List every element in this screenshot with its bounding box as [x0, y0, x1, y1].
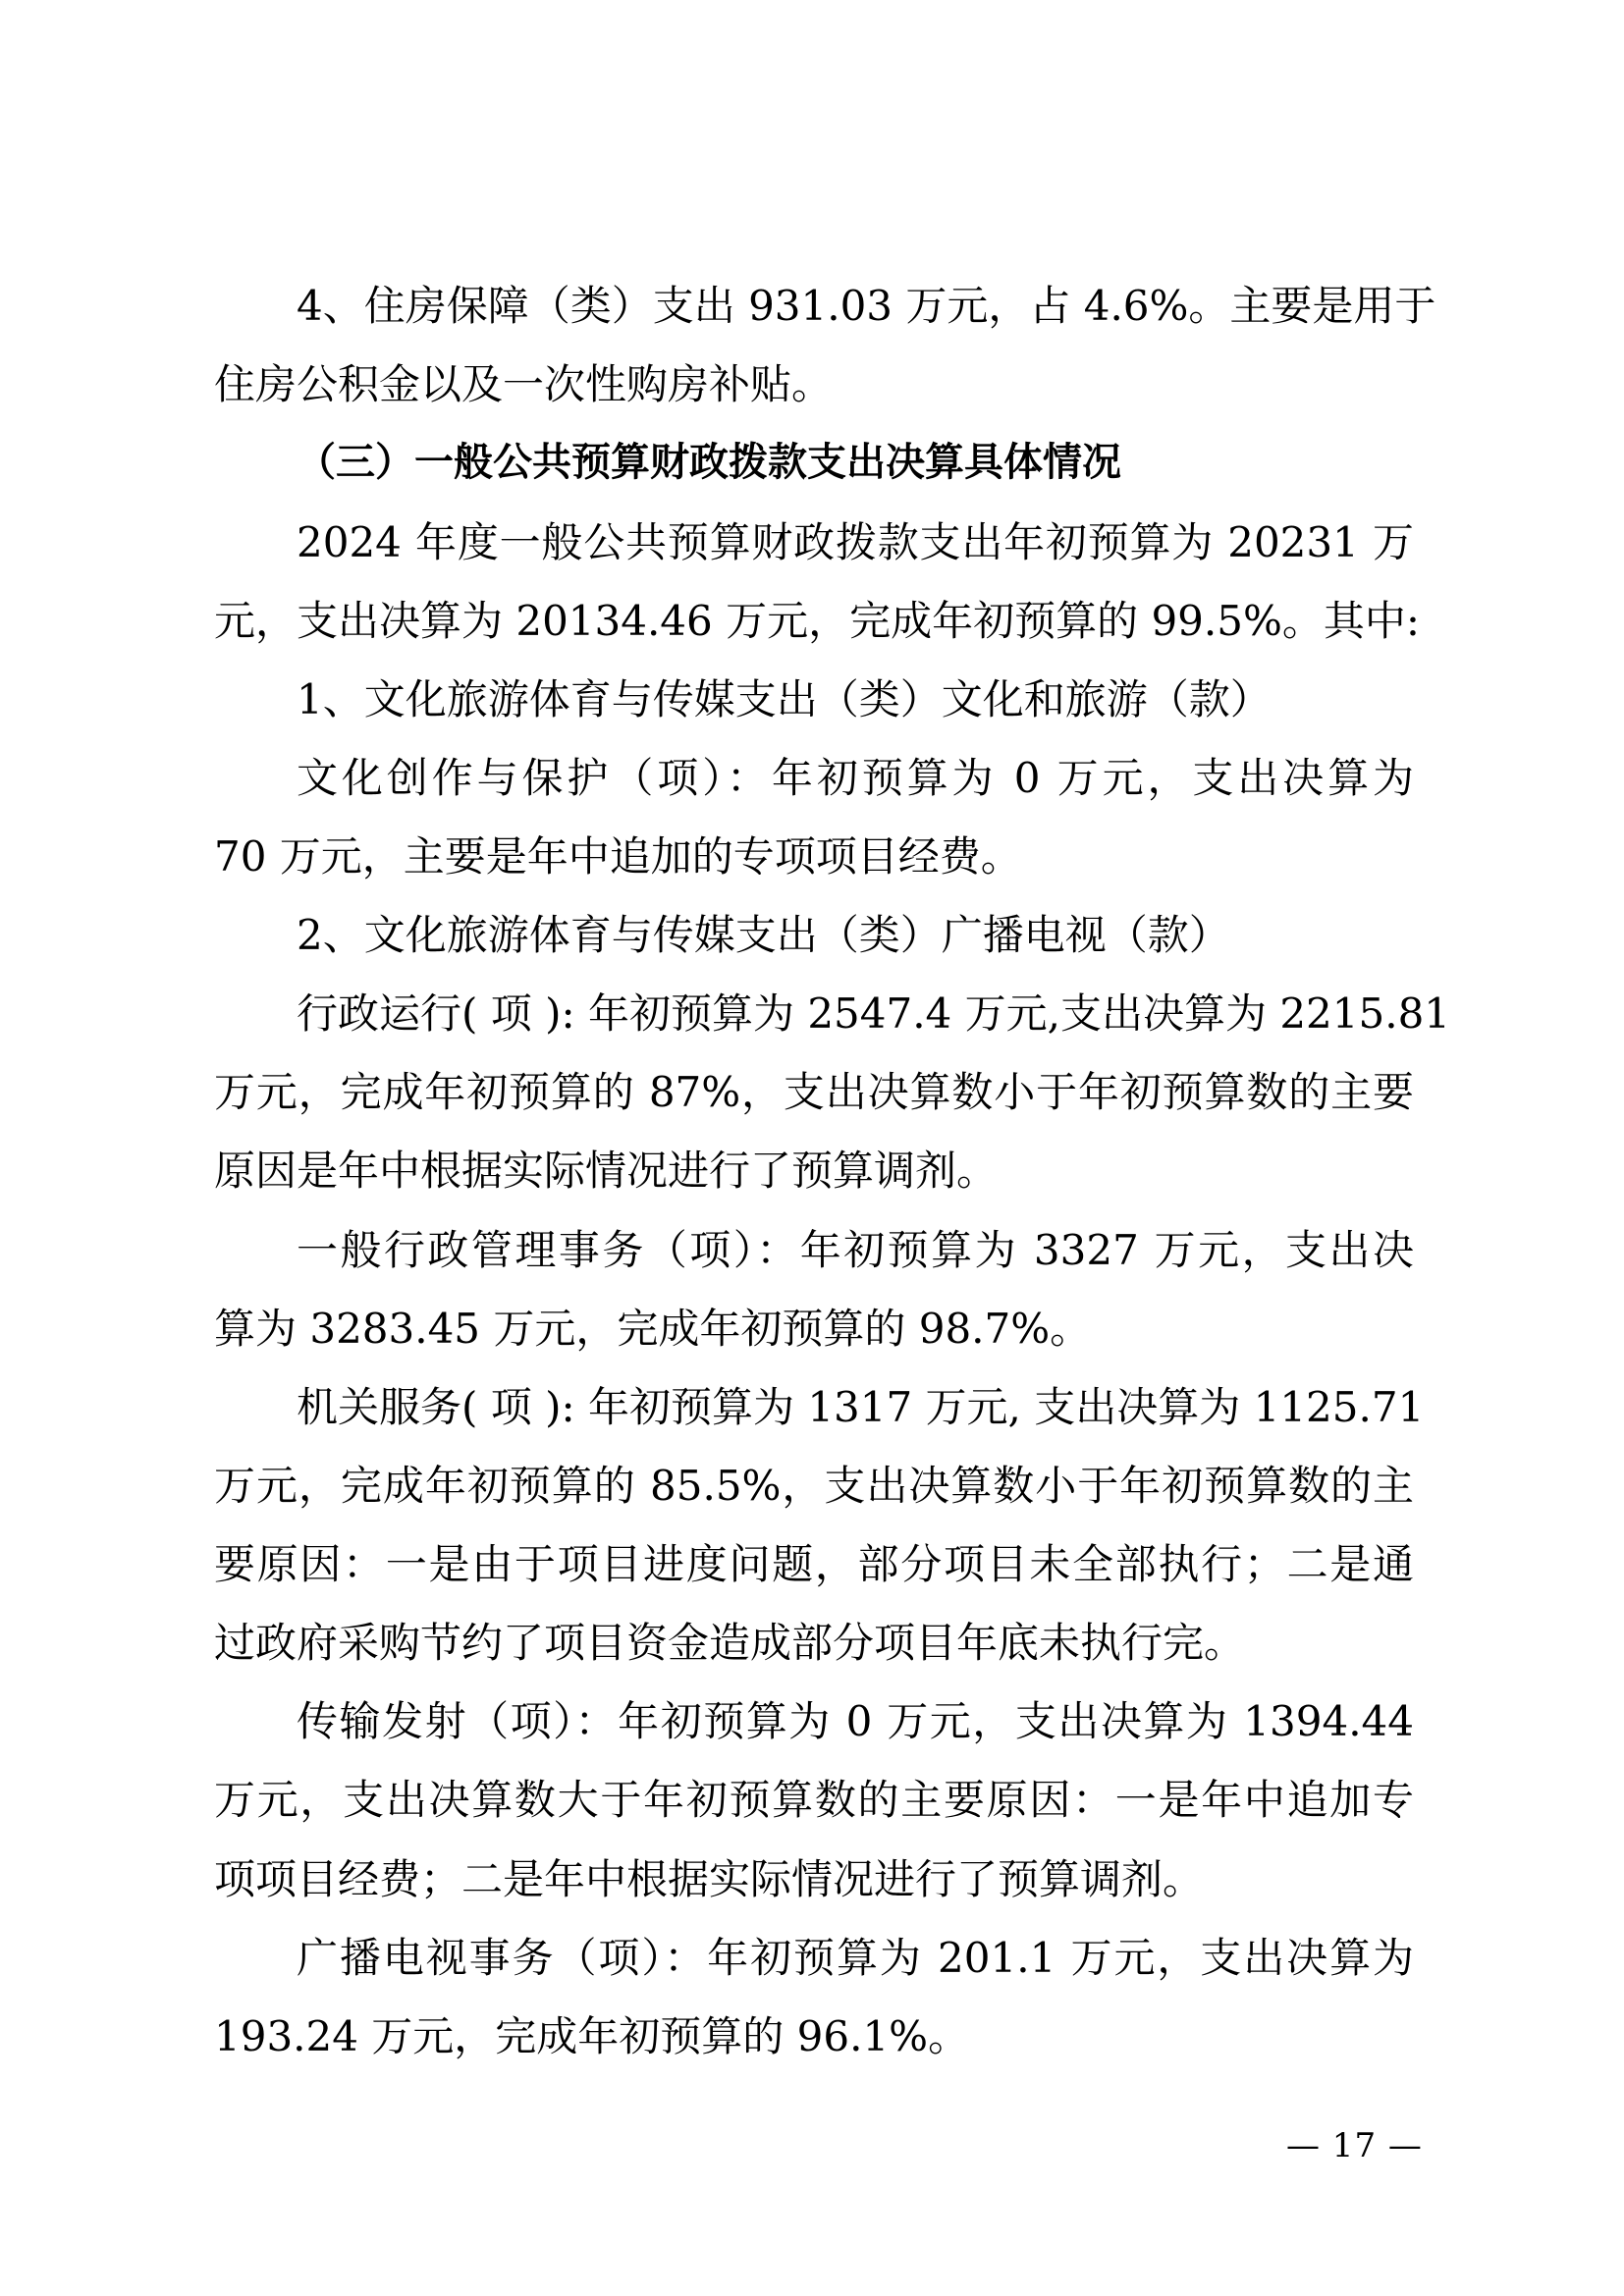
- paragraph-admin-operation-line-2: 万元，完成年初预算的 87%，支出决算数小于年初预算数的主要: [214, 1068, 1414, 1116]
- page-number: — 17 —: [1286, 2126, 1423, 2165]
- section-heading: （三）一般公共预算财政拨款支出决算具体情况: [297, 440, 1121, 485]
- paragraph-housing-line-2: 住房公积金以及一次性购房补贴。: [214, 360, 834, 408]
- paragraph-agency-services-line-4: 过政府采购节约了项目资金造成部分项目年底未执行完。: [214, 1619, 1246, 1667]
- paragraph-broadcast-affairs-line-2: 193.24 万元，完成年初预算的 96.1%。: [214, 2012, 970, 2060]
- paragraph-summary-line-2: 元，支出决算为 20134.46 万元，完成年初预算的 99.5%。其中:: [214, 597, 1421, 645]
- paragraph-transmission-line-1: 传输发射（项）：年初预算为 0 万元，支出决算为 1394.44: [297, 1697, 1414, 1745]
- paragraph-admin-operation-line-3: 原因是年中根据实际情况进行了预算调剂。: [214, 1147, 999, 1195]
- paragraph-culture-creation-line-2: 70 万元，主要是年中追加的专项项目经费。: [214, 832, 1022, 881]
- paragraph-broadcast-affairs-line-1: 广播电视事务（项）：年初预算为 201.1 万元，支出决算为: [297, 1934, 1414, 1982]
- paragraph-general-admin-line-2: 算为 3283.45 万元，完成年初预算的 98.7%。: [214, 1305, 1092, 1353]
- paragraph-agency-services-line-1: 机关服务( 项 ): 年初预算为 1317 万元, 支出决算为 1125.71: [297, 1383, 1425, 1431]
- paragraph-transmission-line-3: 项项目经费；二是年中根据实际情况进行了预算调剂。: [214, 1855, 1205, 1903]
- paragraph-culture-creation-line-1: 文化创作与保护（项）：年初预算为 0 万元，支出决算为: [297, 754, 1414, 802]
- subheading-culture-tourism: 1、文化旅游体育与传媒支出（类）文化和旅游（款）: [297, 675, 1272, 723]
- paragraph-summary-line-1: 2024 年度一般公共预算财政拨款支出年初预算为 20231 万: [297, 518, 1414, 566]
- subheading-broadcast-tv: 2、文化旅游体育与传媒支出（类）广播电视（款）: [297, 911, 1230, 959]
- paragraph-agency-services-line-2: 万元，完成年初预算的 85.5%，支出决算数小于年初预算数的主: [214, 1462, 1414, 1510]
- paragraph-general-admin-line-1: 一般行政管理事务（项）：年初预算为 3327 万元，支出决: [297, 1226, 1414, 1274]
- paragraph-admin-operation-line-1: 行政运行( 项 ): 年初预算为 2547.4 万元,支出决算为 2215.81: [297, 989, 1451, 1038]
- paragraph-agency-services-line-3: 要原因：一是由于项目进度问题，部分项目未全部执行；二是通: [214, 1540, 1414, 1588]
- paragraph-transmission-line-2: 万元，支出决算数大于年初预算数的主要原因：一是年中追加专: [214, 1776, 1414, 1824]
- paragraph-housing-line-1: 4、住房保障（类）支出 931.03 万元，占 4.6%。主要是用于: [297, 282, 1436, 330]
